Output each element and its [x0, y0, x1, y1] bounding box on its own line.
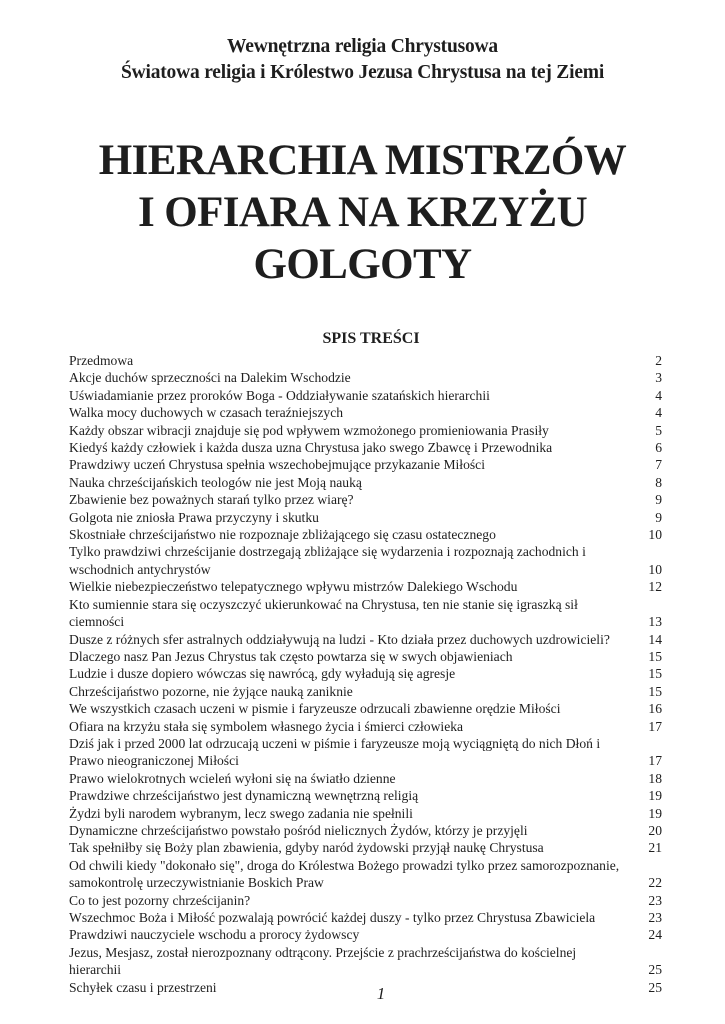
toc-entry	[69, 787, 662, 804]
toc-entry-title: Wszechmoc Boża i Miłość pozwalają powrócić każdej duszy - tylko przez Chrystusa Zbawiciela	[69, 910, 596, 925]
toc-entry	[69, 735, 662, 770]
toc-entry-title: Nauka chrześcijańskich teologów nie jest Moją nauką	[69, 474, 362, 490]
toc-entry-page: 24	[648, 927, 662, 943]
toc-entry-title: Od chwili kiedy "dokonało się", droga do Królestwa Bożego prowadzi tylko przez samorozpoznanie, samokontrolę urzeczywistnianie Boskich Praw	[69, 857, 620, 891]
toc-entry	[69, 352, 662, 369]
toc-entry	[69, 439, 662, 456]
toc-entry-page: 6	[655, 440, 662, 456]
toc-entry	[69, 456, 662, 473]
toc-entry-page: 5	[655, 422, 662, 438]
toc-entry-title: Dziś jak i przed 2000 lat odrzucają uczeni w piśmie i faryzeusze moją wyciągniętą do nich Dłoń i Prawo nieograniczonej Miłości	[69, 735, 601, 769]
toc-entry	[69, 369, 662, 386]
table-of-contents	[69, 352, 662, 996]
toc-entry-page: 7	[655, 457, 662, 473]
toc-entry-title: Wielkie niebezpieczeństwo telepatycznego wpływu mistrzów Dalekiego Wschodu	[69, 579, 518, 595]
toc-entry-page: 13	[648, 614, 662, 630]
toc-entry-title: Schyłek czasu i przestrzeni	[69, 979, 217, 995]
toc-entry	[69, 770, 662, 787]
toc-entry	[69, 596, 662, 631]
toc-entry	[69, 892, 662, 909]
toc-entry-page: 10	[648, 561, 662, 577]
toc-entry-title: Co to jest pozorny chrześcijanin?	[69, 892, 251, 908]
page-number: 1	[376, 984, 386, 1003]
title-line-1: HIERARCHIA MISTRZÓW	[98, 137, 627, 184]
toc-entry-page: 16	[648, 701, 662, 717]
toc-entry-page: 20	[648, 822, 662, 838]
toc-entry-page: 17	[648, 753, 662, 769]
toc-entry-title: Żydzi byli narodem wybranym, lecz swego zadania nie spełnili	[69, 805, 413, 821]
toc-entry-title: Dlaczego nasz Pan Jezus Chrystus tak często powtarza się w swych objawieniach	[69, 648, 513, 664]
toc-entry-title: Jezus, Mesjasz, został nierozpoznany odtrącony. Przejście z prachrześcijaństwa do kościelnej hierarchii	[69, 944, 577, 978]
toc-entry-page: 9	[655, 509, 662, 525]
toc-heading: SPIS TREŚCI	[322, 330, 420, 347]
title-line-3: GOLGOTY	[253, 241, 472, 288]
toc-entry-page: 3	[655, 370, 662, 386]
toc-entry	[69, 526, 662, 543]
toc-entry-title: Akcje duchów sprzeczności na Dalekim Wschodzie	[69, 370, 351, 386]
toc-entry-title: Dynamiczne chrześcijaństwo powstało pośród nielicznych Żydów, którzy je przyjęli	[69, 822, 528, 838]
toc-entry	[69, 857, 662, 892]
toc-entry-page: 4	[655, 387, 662, 403]
toc-entry-page: 19	[648, 805, 662, 821]
toc-entry-title: Uświadamianie przez proroków Boga - Oddziaływanie szatańskich hierarchii	[69, 387, 490, 403]
toc-entry-title: Kiedyś każdy człowiek i każda dusza uzna Chrystusa jako swego Zbawcę i Przewodnika	[69, 440, 553, 456]
toc-entry	[69, 822, 662, 839]
document-title	[0, 135, 725, 291]
toc-entry	[69, 665, 662, 682]
toc-entry	[69, 474, 662, 491]
toc-entry-title: Golgota nie zniosła Prawa przyczyny i skutku	[69, 509, 319, 525]
toc-entry-page: 17	[648, 718, 662, 734]
toc-entry-page: 23	[648, 892, 662, 908]
toc-entry	[69, 422, 662, 439]
toc-entry	[69, 805, 662, 822]
toc-entry-page: 22	[648, 875, 662, 891]
toc-entry-page: 10	[648, 527, 662, 543]
toc-entry	[69, 909, 662, 926]
toc-entry-title: Kto sumiennie stara się oczyszczyć ukierunkować na Chrystusa, ten nie stanie się igraszką sił ciemności	[69, 596, 578, 630]
toc-entry	[69, 718, 662, 735]
toc-entry-page: 9	[655, 492, 662, 508]
toc-entry-title: Ludzie i dusze dopiero wówczas się nawrócą, gdy wyładują się agresje	[69, 666, 456, 682]
toc-entry-page: 25	[648, 979, 662, 995]
toc-entry-title: We wszystkich czasach uczeni w pismie i faryzeusze odrzucali zbawienne orędzie Miłości	[69, 701, 561, 717]
toc-entry	[69, 387, 662, 404]
toc-entry-title: Ofiara na krzyżu stała się symbolem własnego życia i śmierci człowieka	[69, 718, 464, 734]
toc-entry-page: 21	[648, 840, 662, 856]
toc-entry-page: 2	[655, 353, 662, 368]
toc-entry-page: 19	[648, 788, 662, 804]
toc-entry-page: 8	[655, 474, 662, 490]
toc-entry-page: 15	[648, 683, 662, 699]
document-header	[0, 34, 725, 86]
toc-entry-page: 23	[648, 910, 662, 925]
toc-entry	[69, 543, 662, 578]
toc-entry	[69, 926, 662, 943]
toc-entry-page: 25	[648, 962, 662, 978]
toc-entry-title: Tylko prawdziwi chrześcijanie dostrzegają zbliżające się wydarzenia i rozpoznają zachodnich i wschodnich antychrystów	[69, 544, 586, 577]
toc-entry	[69, 944, 662, 979]
toc-entry	[69, 839, 662, 856]
toc-entry-title: Zbawienie bez poważnych starań tylko przez wiarę?	[69, 492, 354, 508]
toc-entry-page: 15	[648, 648, 662, 664]
toc-entry-title: Przedmowa	[69, 353, 134, 368]
toc-entry-title: Każdy obszar wibracji znajduje się pod wpływem wzmożonego promieniowania Prasiły	[69, 422, 549, 438]
header-line-1: Wewnętrzna religia Chrystusowa	[227, 36, 498, 57]
toc-entry-title: Skostniałe chrześcijaństwo nie rozpoznaje zbliżającego się czasu ostatecznego	[69, 527, 496, 543]
toc-entry	[69, 631, 662, 648]
toc-entry	[69, 648, 662, 665]
toc-entry	[69, 491, 662, 508]
header-line-2: Światowa religia i Królestwo Jezusa Chrystusa na tej Ziemi	[120, 62, 605, 83]
toc-entry-title: Dusze z różnych sfer astralnych oddziaływują na ludzi - Kto działa przez duchowych uzdrowicieli?	[69, 631, 610, 647]
toc-entry	[69, 683, 662, 700]
toc-entry	[69, 700, 662, 717]
toc-entry-title: Prawdziwe chrześcijaństwo jest dynamiczną wewnętrzną religią	[69, 788, 419, 804]
title-line-2: I OFIARA NA KRZYŻU	[137, 189, 588, 236]
toc-entry-title: Walka mocy duchowych w czasach teraźniejszych	[69, 405, 344, 421]
toc-entry-page: 4	[655, 405, 662, 421]
toc-entry-page: 12	[648, 579, 662, 595]
toc-entry-page: 18	[648, 770, 662, 786]
toc-entry-title: Tak spełniłby się Boży plan zbawienia, gdyby naród żydowski przyjął naukę Chrystusa	[69, 840, 544, 856]
toc-entry	[69, 404, 662, 421]
toc-entry-title: Prawo wielokrotnych wcieleń wyłoni się na światło dzienne	[69, 770, 396, 786]
toc-entry	[69, 578, 662, 595]
toc-entry-title: Prawdziwy uczeń Chrystusa spełnia wszechobejmujące przykazanie Miłości	[69, 457, 485, 473]
toc-entry-title: Prawdziwi nauczyciele wschodu a prorocy żydowscy	[69, 927, 360, 943]
toc-entry-page: 15	[648, 666, 662, 682]
toc-entry	[69, 509, 662, 526]
toc-entry-title: Chrześcijaństwo pozorne, nie żyjące nauką zaniknie	[69, 683, 353, 699]
toc-entry-page: 14	[648, 631, 662, 647]
